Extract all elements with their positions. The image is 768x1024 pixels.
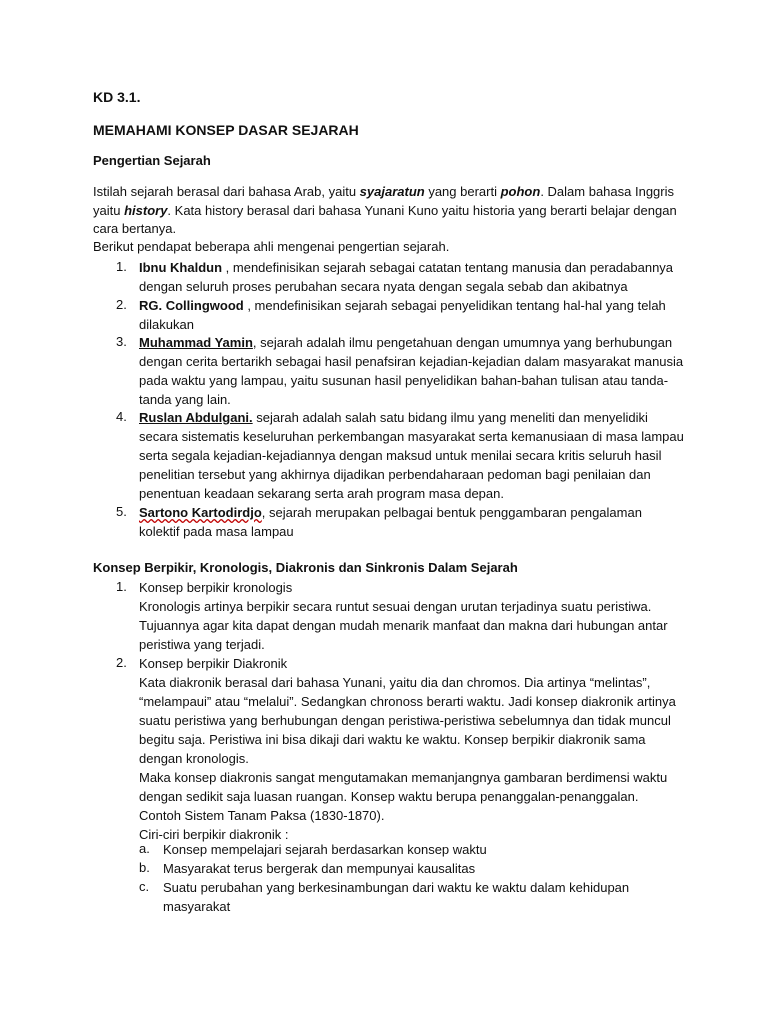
list-item-muhammad-yamin <box>139 333 684 409</box>
intro-text: . Dalam bahasa Inggris <box>540 184 674 199</box>
concept-title: Konsep berpikir kronologis <box>139 580 293 595</box>
trait-item: Konsep mempelajari sejarah berdasarkan konsep waktu <box>163 842 487 857</box>
section-heading-konsep: Konsep Berpikir, Kronologis, Diakronis dan Sinkronis Dalam Sejarah <box>93 560 518 575</box>
trait-item: Suatu perubahan yang berkesinambungan dari waktu ke waktu dalam kehidupan masyarakat <box>163 880 630 914</box>
expert-text: , mendefinisikan sejarah sebagai catatan tentang manusia dan peradabannya dengan seluruh proses perubahan secara nyata dengan segala sebab dan akibatnya <box>139 260 674 294</box>
page-title: MEMAHAMI KONSEP DASAR SEJARAH <box>93 122 359 138</box>
sublist-letter: b. <box>139 860 150 875</box>
list-number: 1. <box>116 259 127 274</box>
list-number: 1. <box>116 579 127 594</box>
trait-item: Masyarakat terus bergerak dan mempunyai kausalitas <box>163 861 476 876</box>
list-item-ruslan-abdulgani <box>139 408 684 503</box>
concept-example: Contoh Sistem Tanam Paksa (1830-1870). <box>139 808 385 823</box>
expert-text: , mendefinisikan sejarah sebagai penyelidikan tentang hal-hal yang telah dilakukan <box>139 298 666 332</box>
list-number: 3. <box>116 334 127 349</box>
intro-text: yang berarti <box>424 184 501 199</box>
sublist-letter: c. <box>139 879 150 894</box>
section-heading-pengertian: Pengertian Sejarah <box>93 153 211 168</box>
expert-name: Ibnu Khaldun <box>139 260 223 275</box>
sublist-letter: a. <box>139 841 150 856</box>
concept-text: Kronologis artinya berpikir secara runtut sesuai dengan urutan terjadinya suatu peristiwa. Tujuannya agar kita dapat dengan mudah menarik manfaat dan makna dari hubungan antar peristiwa yang terjadi. <box>139 599 668 652</box>
intro-text: . Kata history berasal dari bahasa Yunani Kuno yaitu historia yang berarti belajar dengan <box>167 203 677 218</box>
list-item-collingwood <box>139 296 684 334</box>
term-syajaratun: syajaratun <box>359 184 425 199</box>
intro-text: Istilah sejarah berasal dari bahasa Arab, yaitu <box>93 184 360 199</box>
concept-text: Maka konsep diakronis sangat mengutamakan memanjangnya gambaran berdimensi waktu dengan sedikit saja luasan ruangan. Konsep waktu berupa penanggalan-penanggalan. <box>139 770 668 804</box>
intro-line-3: cara bertanya. <box>93 221 177 236</box>
intro-text: yaitu <box>93 203 125 218</box>
expert-text: , sejarah merupakan pelbagai bentuk penggambaran pengalaman kolektif pada masa lampau <box>139 505 642 539</box>
expert-name: Muhammad Yamin <box>139 335 253 350</box>
term-history: history <box>124 203 168 218</box>
list-item-sartono-kartodirdjo <box>139 503 684 541</box>
term-pohon: pohon <box>500 184 541 199</box>
concept-text: Kata diakronik berasal dari bahasa Yunani, yaitu dia dan chromos. Dia artinya “melintas”, “melampaui” atau “melalui”. Sedangkan chronoss berarti waktu. Jadi konsep diakronik artinya suatu peristiwa yang berhubungan dengan peristiwa-peristiwa sebelumnya dan tidak muncul begitu saja. Peristiwa ini bisa dikaji dari waktu ke waktu. Konsep berpikir diakronik sama dengan kronologis. <box>139 675 676 766</box>
list-number: 2. <box>116 297 127 312</box>
expert-text: , sejarah adalah ilmu pengetahuan dengan umumnya yang berhubungan dengan cerita bertarikh sebagai hasil penafsiran kejadian-kejadian dalam masyarakat manusia pada waktu yang lampau, yaitu susunan hasil penyelidikan bahan-bahan tulisan atau tanda-tanda yang lain. <box>139 335 684 407</box>
list-number: 4. <box>116 409 127 424</box>
intro-line-4: Berikut pendapat beberapa ahli mengenai pengertian sejarah. <box>93 239 450 254</box>
kd-code: KD 3.1. <box>93 89 141 105</box>
list-number: 2. <box>116 655 127 670</box>
expert-text: sejarah adalah salah satu bidang ilmu yang meneliti dan menyelidiki secara sistematis keseluruhan perkembangan masyarakat serta kemanusiaan di masa lampau serta segala kejadian-kejadiannya dengan maksud untuk menilai secara kritis seluruh hasil penelitian tersebut yang akhirnya dijadikan perbendaharaan pedoman bagi penilaian dan penentuan keadaan sekarang serta arah program masa depan. <box>139 410 684 501</box>
expert-name: Ruslan Abdulgani. <box>139 410 253 425</box>
expert-name: RG. Collingwood <box>139 298 244 313</box>
intro-line-2 <box>93 202 677 220</box>
list-number: 5. <box>116 504 127 519</box>
list-item-kronologis <box>139 578 684 654</box>
intro-line-1 <box>93 183 674 201</box>
concept-title: Konsep berpikir Diakronik <box>139 656 288 671</box>
concept-traits-label: Ciri-ciri berpikir diakronik : <box>139 827 289 842</box>
expert-name: Sartono Kartodirdjo <box>139 505 262 520</box>
list-item-diakronik <box>139 654 684 844</box>
list-item-ibnu-khaldun <box>139 258 684 296</box>
